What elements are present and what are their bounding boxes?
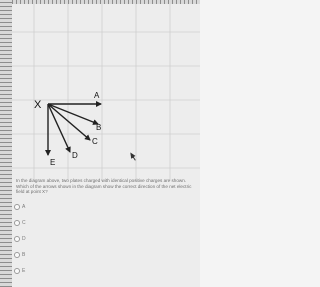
choice-d[interactable] [14, 234, 26, 243]
choice-c[interactable] [14, 218, 26, 227]
point-x-label: X [34, 99, 42, 111]
choice-b[interactable] [14, 250, 25, 259]
choice-a[interactable] [14, 202, 25, 211]
question-text: In the diagram above, two plates charged with identical positive charges are shown. Which of the arrows shown in the diagram show the correct direction of the net electric field at point X? [16, 178, 192, 195]
choice-label: E [22, 267, 26, 274]
arrow-label-b: B [96, 123, 102, 132]
arrows [48, 104, 101, 155]
arrow-label-c: C [92, 137, 98, 146]
cursor-icon [130, 152, 136, 161]
choice-label: A [22, 203, 26, 210]
choice-label: D [22, 235, 26, 242]
field-diagram [12, 4, 200, 181]
choice-e[interactable] [14, 266, 25, 275]
arrow-c [48, 104, 90, 140]
radio-icon[interactable] [14, 236, 20, 242]
choice-label: C [22, 219, 26, 226]
radio-icon[interactable] [14, 220, 20, 226]
radio-icon[interactable] [14, 204, 20, 210]
radio-icon[interactable] [14, 268, 20, 274]
grid [12, 4, 200, 181]
choice-label: B [22, 251, 26, 258]
arrow-label-e: E [50, 158, 56, 167]
radio-icon[interactable] [14, 252, 20, 258]
arrow-label-a: A [94, 91, 100, 100]
left-hatched-plate [0, 0, 12, 287]
arrow-label-d: D [72, 151, 78, 160]
